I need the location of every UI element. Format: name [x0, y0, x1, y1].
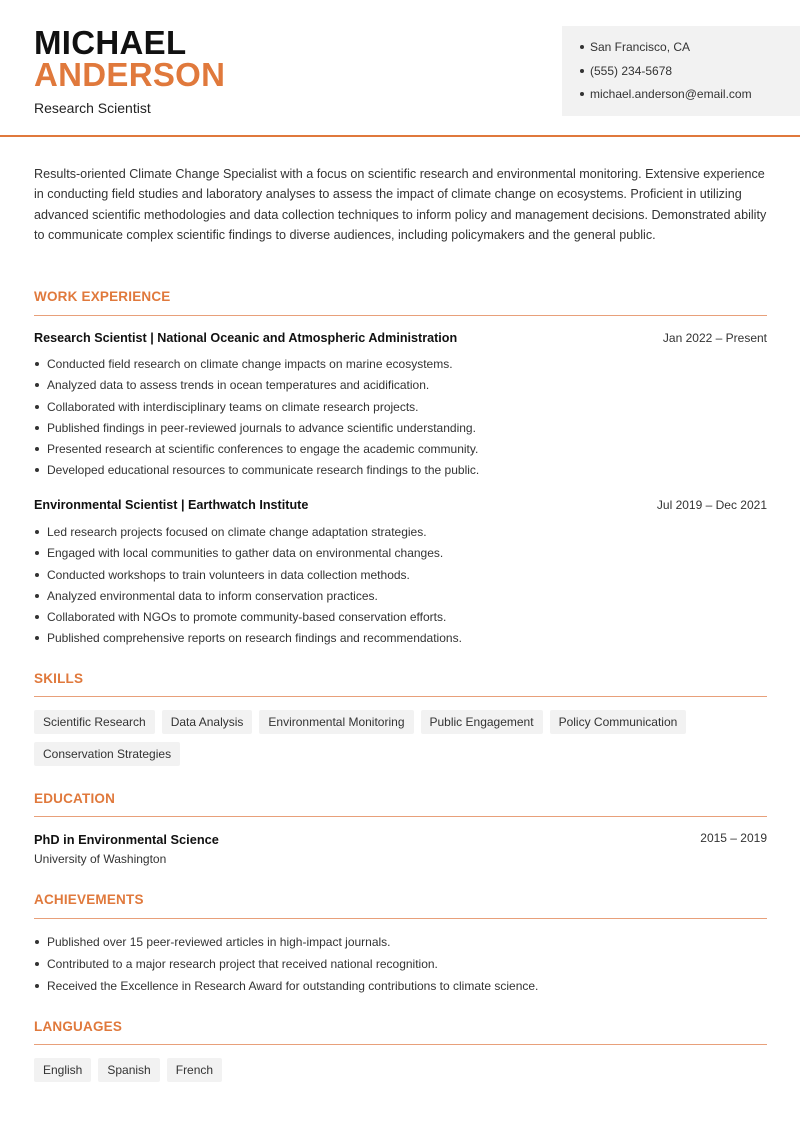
section-title-work: WORK EXPERIENCE — [34, 289, 171, 304]
section-divider — [34, 816, 767, 817]
section-divider — [34, 918, 767, 919]
contact-phone: (555) 234-5678 — [580, 63, 752, 87]
resume-header — [0, 0, 800, 137]
list-item: Developed educational resources to communicate research findings to the public. — [34, 462, 767, 483]
language-chip: French — [167, 1058, 222, 1082]
achievements-list — [34, 934, 767, 1000]
languages-list — [34, 1058, 767, 1082]
list-item: Published comprehensive reports on research findings and recommendations. — [34, 630, 767, 651]
job-dates: Jan 2022 – Present — [662, 331, 767, 345]
contact-box — [562, 26, 800, 116]
skill-chip: Environmental Monitoring — [259, 710, 413, 734]
contact-location: San Francisco, CA — [580, 39, 752, 63]
summary-paragraph: Results-oriented Climate Change Specialist with a focus on scientific research and environmental monitoring. Extensive experience in conducting field studies and laboratory analyses to assess the impact of climate change on ecosystems. Proficient in utilizing advanced scientific methodologies and data collection techniques to inform policy and management decisions. Demonstrated ability to communicate complex scientific findings to diverse audiences, including policymakers and the general public. — [34, 167, 767, 243]
skill-chip: Scientific Research — [34, 710, 155, 734]
job-title: Research Scientist — [34, 100, 151, 116]
section-title-achievements: ACHIEVEMENTS — [34, 892, 144, 907]
list-item: Led research projects focused on climate change adaptation strategies. — [34, 524, 767, 545]
last-name: ANDERSON — [34, 56, 226, 93]
job-role: Research Scientist | National Oceanic and Atmospheric Administration — [34, 331, 458, 345]
list-item: Received the Excellence in Research Award for outstanding contributions to climate science. — [34, 978, 767, 1000]
job-header — [34, 498, 767, 512]
job-role: Environmental Scientist | Earthwatch Institute — [34, 498, 309, 512]
list-item: Collaborated with NGOs to promote community-based conservation efforts. — [34, 609, 767, 630]
list-item: Presented research at scientific conferences to engage the academic community. — [34, 441, 767, 462]
section-title-education: EDUCATION — [34, 791, 116, 806]
job-header — [34, 331, 767, 345]
education-header — [34, 831, 767, 849]
list-item: Analyzed data to assess trends in ocean temperatures and acidification. — [34, 377, 767, 398]
contact-list — [580, 39, 752, 110]
section-divider — [34, 696, 767, 697]
section-divider — [34, 315, 767, 316]
language-chip: Spanish — [98, 1058, 159, 1082]
job-bullets — [34, 356, 767, 484]
skill-chip: Data Analysis — [162, 710, 253, 734]
list-item: Collaborated with interdisciplinary teams on climate research projects. — [34, 399, 767, 420]
skill-chip: Public Engagement — [421, 710, 543, 734]
list-item: Published over 15 peer-reviewed articles in high-impact journals. — [34, 934, 767, 956]
skill-chip: Policy Communication — [550, 710, 687, 734]
list-item: Analyzed environmental data to inform conservation practices. — [34, 588, 767, 609]
job-dates: Jul 2019 – Dec 2021 — [656, 498, 767, 512]
contact-email: michael.anderson@email.com — [580, 86, 752, 110]
education-dates: 2015 – 2019 — [700, 831, 767, 845]
language-chip: English — [34, 1058, 91, 1082]
skills-list — [34, 710, 767, 766]
section-title-skills: SKILLS — [34, 671, 84, 686]
list-item: Conducted workshops to train volunteers in data collection methods. — [34, 567, 767, 588]
list-item: Published findings in peer-reviewed journals to advance scientific understanding. — [34, 420, 767, 441]
first-name: MICHAEL — [34, 24, 187, 61]
section-title-languages: LANGUAGES — [34, 1019, 123, 1034]
list-item: Conducted field research on climate change impacts on marine ecosystems. — [34, 356, 767, 377]
skill-chip: Conservation Strategies — [34, 742, 180, 766]
list-item: Engaged with local communities to gather data on environmental changes. — [34, 545, 767, 566]
section-divider — [34, 1044, 767, 1045]
school: University of Washington — [34, 852, 167, 866]
degree: PhD in Environmental Science — [34, 832, 219, 847]
job-bullets — [34, 524, 767, 652]
list-item: Contributed to a major research project that received national recognition. — [34, 956, 767, 978]
